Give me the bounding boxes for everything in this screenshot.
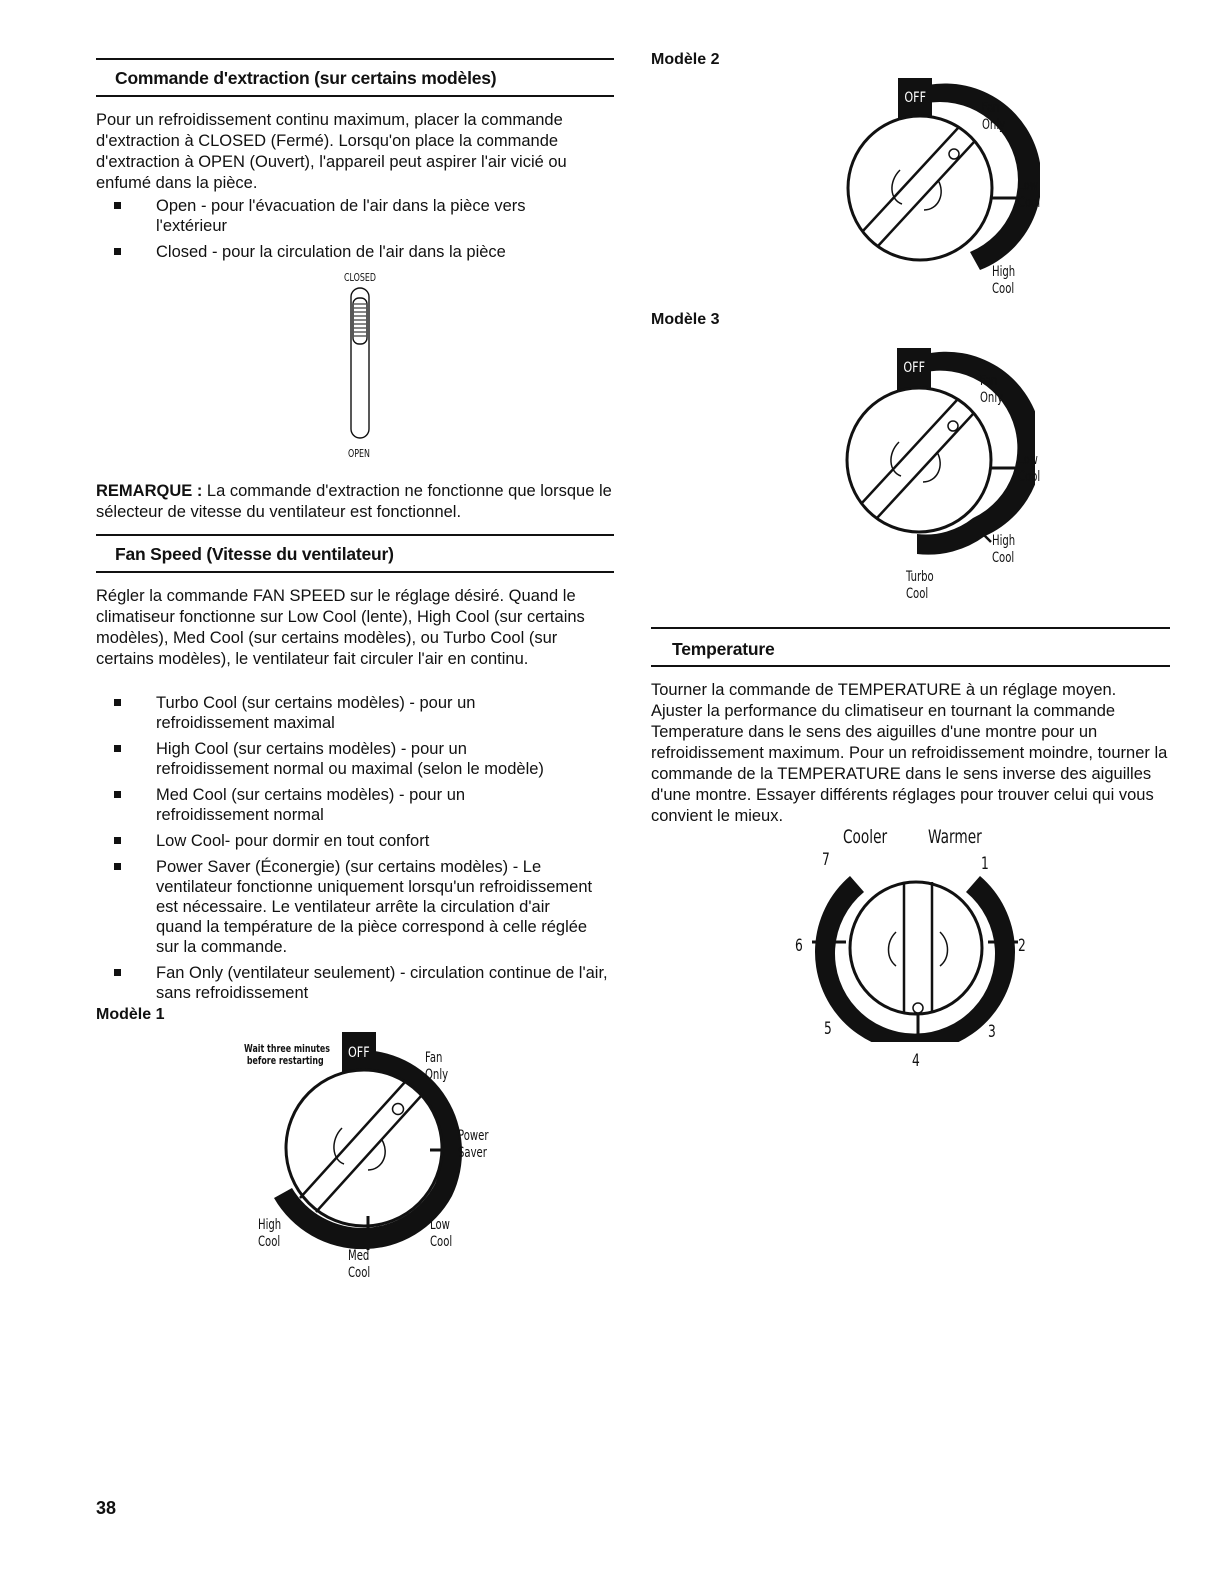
label-line: High: [992, 264, 1016, 280]
model3-low-cool-label: [1018, 452, 1040, 486]
note-bold-label: REMARQUE :: [96, 482, 203, 500]
section-rule-top: [651, 627, 1170, 629]
label-line: Low: [430, 1217, 450, 1233]
label-line: Cool: [348, 1265, 371, 1281]
svg-text:OFF: OFF: [347, 1043, 370, 1061]
label-line: Cool: [992, 281, 1015, 297]
temperature-warmer-label: Warmer: [928, 826, 982, 848]
label-line: Cool: [1018, 195, 1041, 211]
label-line: Cool: [1018, 469, 1041, 485]
fan-speed-heading: Fan Speed (Vitesse du ventilateur): [115, 544, 394, 564]
note-text: La commande d'extraction ne fonctionne que lorsque le sélecteur de vitesse du ventilateur est fonctionnel.: [96, 482, 612, 521]
slider-open-label: OPEN: [348, 447, 370, 460]
model1-wait-label: [244, 1043, 330, 1067]
list-item: Turbo Cool (sur certains modèles) - pour un refroidissement maximal: [96, 693, 616, 733]
svg-text:OFF: OFF: [904, 88, 927, 106]
svg-text:OFF: OFF: [903, 358, 926, 376]
temperature-paragraph: Tourner la commande de TEMPERATURE à un réglage moyen. Ajuster la performance du climatiseur en tournant la commande Temperature dans le sens des aiguilles d'une montre pour un refroidissement maximum. Pour un refroidissement moindre, tourner la commande de la TEMPERATURE dans le sens inverse des aiguilles d'une montre. Essayer différents réglages pour trouver celui qui vous convient le mieux.: [651, 681, 1168, 825]
model3-high-cool-label: [992, 533, 1015, 567]
model3-turbo-cool-label: [906, 569, 934, 603]
model1-high-cool-label: [258, 1217, 281, 1251]
label-line: High: [258, 1217, 282, 1233]
extraction-bullet-list: [96, 196, 596, 268]
model2-high-cool-label: [992, 264, 1015, 298]
extraction-heading: Commande d'extraction (sur certains modèles): [115, 68, 497, 88]
label-line: Cool: [906, 586, 929, 602]
temperature-heading: Temperature: [672, 639, 775, 659]
extraction-slider-illustration: [340, 286, 380, 444]
label-line: Only: [980, 390, 1004, 406]
extraction-note: [96, 481, 616, 523]
section-rule-bottom: [651, 665, 1170, 667]
model1-label: Modèle 1: [96, 1006, 165, 1023]
label-line: Med: [348, 1248, 370, 1264]
label-line: Fan: [425, 1050, 443, 1066]
model1-fan-only-label: [425, 1050, 448, 1084]
model2-fan-knob-illustration: [820, 70, 1040, 290]
list-item: Fan Only (ventilateur seulement) - circulation continue de l'air, sans refroidissement: [96, 963, 616, 1003]
temp-number-6: 6: [795, 936, 803, 956]
wait-line-1: Wait three minutes: [244, 1042, 331, 1055]
model2-low-cool-label: [1018, 178, 1040, 212]
label-line: High: [992, 533, 1016, 549]
label-line: Fan: [980, 373, 998, 389]
extraction-paragraph: Pour un refroidissement continu maximum, placer la commande d'extraction à CLOSED (Fermé). Lorsqu'on place la commande d'extraction à OPEN (Ouvert), l'appareil peut aspirer l'air vicié ou enfumé dans la pièce.: [96, 111, 567, 192]
label-line: Only: [425, 1067, 449, 1083]
section-rule-bottom: [96, 95, 614, 97]
temperature-knob-illustration: [800, 862, 1040, 1042]
model3-label: Modèle 3: [651, 311, 720, 328]
section-rule-top: [96, 58, 614, 60]
model2-label: Modèle 2: [651, 51, 720, 68]
temp-number-5: 5: [824, 1019, 832, 1039]
temp-number-4: 4: [912, 1051, 920, 1071]
temp-number-1: 1: [981, 854, 989, 874]
label-line: Cool: [258, 1234, 281, 1250]
temp-number-7: 7: [822, 850, 830, 870]
label-line: Turbo: [906, 569, 934, 585]
label-line: Low: [1018, 178, 1038, 194]
model2-fan-only-label: [982, 100, 1005, 134]
label-line: Cool: [430, 1234, 453, 1250]
wait-line-2: before restarting: [246, 1054, 324, 1067]
list-item: Closed - pour la circulation de l'air dans la pièce: [96, 242, 596, 262]
page-number: 38: [96, 1498, 117, 1518]
fan-speed-paragraph: Régler la commande FAN SPEED sur le réglage désiré. Quand le climatiseur fonctionne sur Low Cool (lente), High Cool (sur certains modèles), Med Cool (sur certains modèles), ou Turbo Cool (sur certains modèles), le ventilateur fait circuler l'air en continu.: [96, 587, 585, 668]
slider-closed-label: CLOSED: [344, 271, 377, 284]
label-line: Cool: [992, 550, 1015, 566]
label-line: Low: [1018, 452, 1038, 468]
fan-speed-bullet-list: [96, 693, 616, 1009]
list-item: Low Cool- pour dormir en tout confort: [96, 831, 616, 851]
section-rule-bottom: [96, 571, 614, 573]
label-line: Fan: [982, 100, 1000, 116]
label-line: Saver: [458, 1145, 487, 1161]
list-item: Open - pour l'évacuation de l'air dans la pièce vers l'extérieur: [96, 196, 596, 236]
model1-med-cool-label: [348, 1248, 370, 1282]
temperature-cooler-label: Cooler: [843, 826, 888, 848]
model1-low-cool-label: [430, 1217, 452, 1251]
model1-power-saver-label: [458, 1128, 488, 1162]
list-item: Med Cool (sur certains modèles) - pour un refroidissement normal: [96, 785, 616, 825]
model3-fan-only-label: [980, 373, 1003, 407]
list-item: Power Saver (Éconergie) (sur certains modèles) - Le ventilateur fonctionne uniquement lorsqu'un refroidissement est nécessaire. Le ventilateur arrête la circulation d'air quand la température de la pièce correspond à celle réglée sur la commande.: [96, 857, 616, 957]
list-item: High Cool (sur certains modèles) - pour un refroidissement normal ou maximal (selon le modèle): [96, 739, 616, 779]
section-rule-top: [96, 534, 614, 536]
label-line: Only: [982, 117, 1006, 133]
label-line: Power: [458, 1128, 489, 1144]
temp-number-2: 2: [1018, 936, 1026, 956]
temp-number-3: 3: [988, 1022, 996, 1042]
